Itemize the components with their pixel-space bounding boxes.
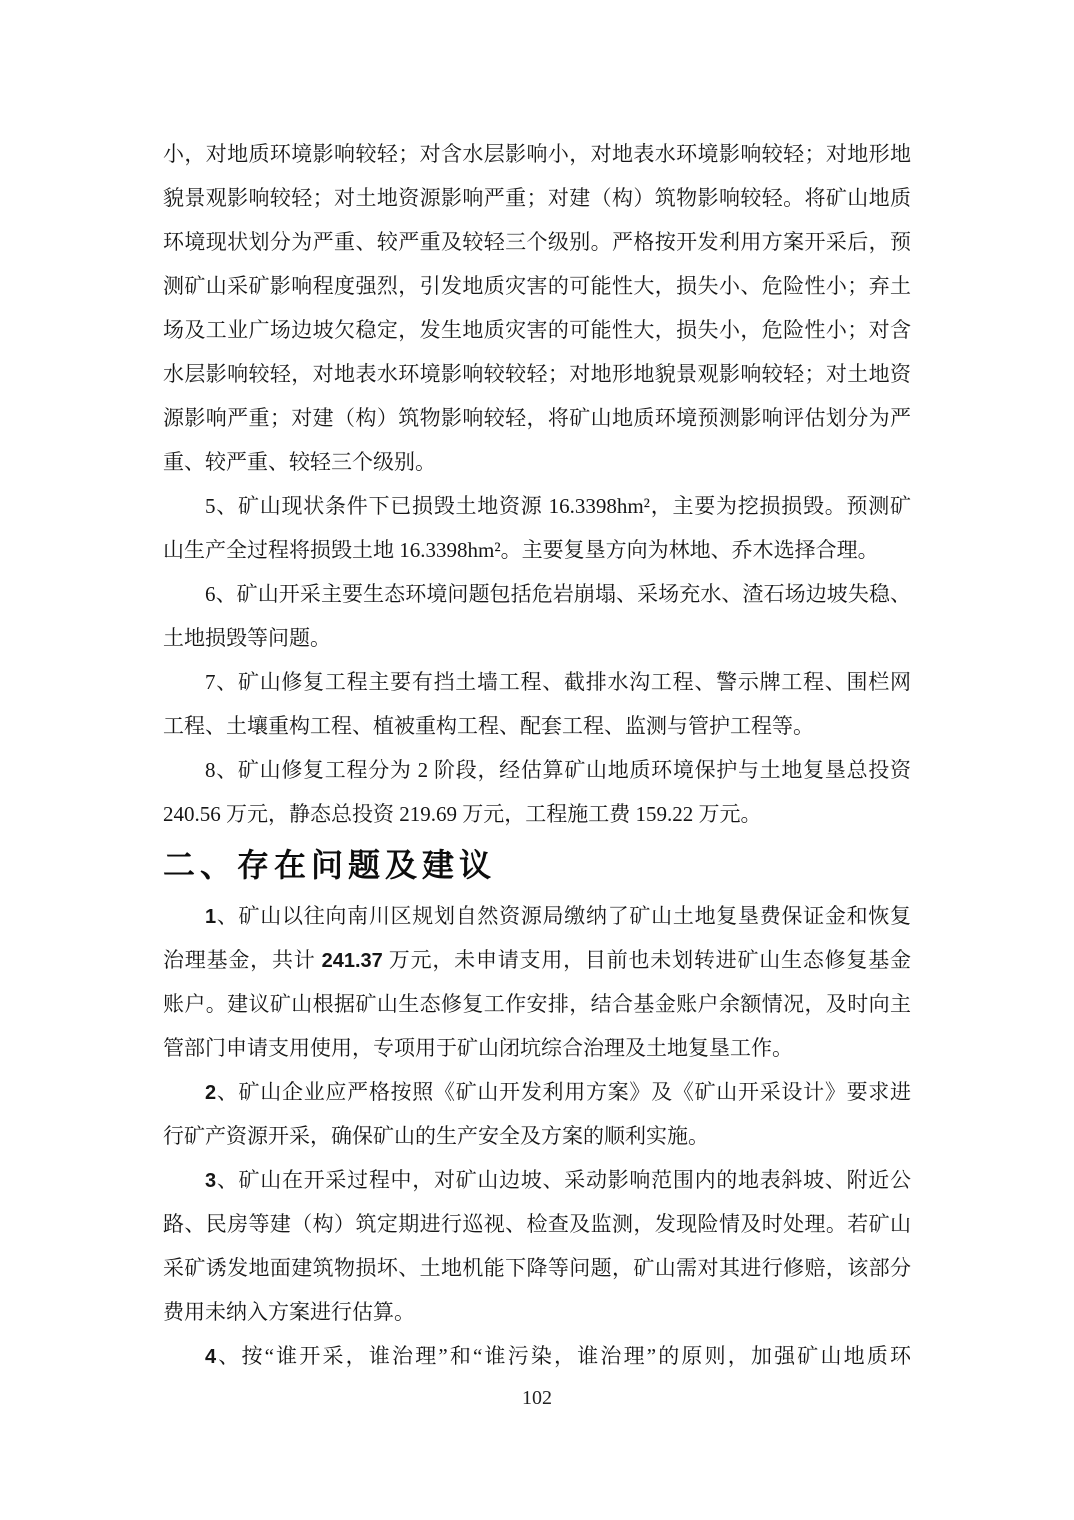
paragraph [163, 748, 911, 836]
text-line [163, 440, 911, 484]
text-run: 采矿诱发地面建筑物损坏、土地机能下降等问题，矿山需对其进行修赔，该部分 [163, 1256, 911, 1280]
text-run: 账户。建议矿山根据矿山生态修复工作安排，结合基金账户余额情况，及时向主 [163, 992, 911, 1016]
text-run: 环境现状划分为严重、较严重及较轻三个级别。严格按开发利用方案开采后，预 [163, 230, 911, 254]
text-line [163, 1246, 911, 1290]
text-run: 测矿山采矿影响程度强烈，引发地质灾害的可能性大，损失小、危险性小；弃土 [163, 274, 911, 298]
text-run: 6、矿山开采主要生态环境问题包括危岩崩塌、采场充水、渣石场边坡失稳、 [205, 582, 911, 606]
text-run: 水层影响较轻，对地表水环境影响较较轻；对地形地貌景观影响较轻；对土地资 [163, 362, 911, 386]
text-line [163, 528, 911, 572]
highlighted-number: 3 [205, 1170, 217, 1192]
document-body [163, 132, 911, 1378]
text-run: 240.56 万元，静态总投资 219.69 万元，工程施工费 159.22 万元。 [163, 802, 762, 826]
paragraph [163, 1158, 911, 1334]
text-line [163, 484, 911, 528]
text-line [163, 704, 911, 748]
highlighted-number: 2 [205, 1082, 217, 1104]
text-line [163, 1290, 911, 1334]
text-line [163, 572, 911, 616]
text-line [163, 792, 911, 836]
text-line [163, 132, 911, 176]
text-run: 、矿山以往向南川区规划自然资源局缴纳了矿山土地复垦费保证金和恢复 [216, 904, 911, 928]
text-line [163, 308, 911, 352]
text-run: 费用未纳入方案进行估算。 [163, 1300, 415, 1324]
text-line [163, 616, 911, 660]
text-run: 、矿山在开采过程中，对矿山边坡、采动影响范围内的地表斜坡、附近公 [216, 1168, 911, 1192]
text-run: 管部门申请支用使用，专项用于矿山闭坑综合治理及土地复垦工作。 [163, 1036, 793, 1060]
section-heading: 二、存在问题及建议 [163, 847, 497, 883]
text-run: 7、矿山修复工程主要有挡土墙工程、截排水沟工程、警示牌工程、围栏网 [205, 670, 911, 694]
text-run: 行矿产资源开采，确保矿山的生产安全及方案的顺利实施。 [163, 1124, 709, 1148]
paragraph [163, 572, 911, 660]
text-line [163, 176, 911, 220]
text-run: 路、民房等建（构）筑定期进行巡视、检查及监测，发现险情及时处理。若矿山 [163, 1212, 911, 1236]
text-run: 治理基金，共计 [163, 948, 322, 972]
text-run: 重、较严重、较轻三个级别。 [163, 450, 436, 474]
text-line [163, 264, 911, 308]
text-run: 貌景观影响较轻；对土地资源影响严重；对建（构）筑物影响较轻。将矿山地质 [163, 186, 911, 210]
text-line [163, 982, 911, 1026]
text-line [163, 1202, 911, 1246]
paragraph [163, 132, 911, 484]
text-line [163, 352, 911, 396]
paragraph [163, 484, 911, 572]
paragraph [163, 894, 911, 1070]
text-line [163, 1334, 911, 1378]
text-run: 山生产全过程将损毁土地 16.3398hm²。主要复垦方向为林地、乔木选择合理。 [163, 538, 879, 562]
text-line [163, 748, 911, 792]
text-run: 小，对地质环境影响较轻；对含水层影响小，对地表水环境影响较轻；对地形地 [163, 142, 911, 166]
highlighted-number: 241.37 [321, 950, 383, 972]
highlighted-number: 1 [205, 906, 217, 928]
text-line [163, 938, 911, 982]
text-line [163, 396, 911, 440]
text-run: 、按“谁开采，谁治理”和“谁污染，谁治理”的原则，加强矿山地质环 [216, 1344, 911, 1368]
paragraph [163, 1334, 911, 1378]
paragraph [163, 660, 911, 748]
text-run: 8、矿山修复工程分为 2 阶段，经估算矿山地质环境保护与土地复垦总投资 [205, 758, 911, 782]
text-line [163, 1158, 911, 1202]
text-run: 5、矿山现状条件下已损毁土地资源 16.3398hm²，主要为挖损损毁。预测矿 [205, 494, 911, 518]
text-run: 工程、土壤重构工程、植被重构工程、配套工程、监测与管护工程等。 [163, 714, 814, 738]
text-run: 、矿山企业应严格按照《矿山开发利用方案》及《矿山开采设计》要求进 [216, 1080, 911, 1104]
paragraph [163, 1070, 911, 1158]
highlighted-number: 4 [205, 1346, 217, 1368]
page-number: 102 [522, 1387, 552, 1409]
text-line [163, 660, 911, 704]
text-run: 土地损毁等问题。 [163, 626, 331, 650]
text-line [163, 1070, 911, 1114]
text-run: 源影响严重；对建（构）筑物影响较轻，将矿山地质环境预测影响评估划分为严 [163, 406, 911, 430]
text-line [163, 1026, 911, 1070]
text-line [163, 1114, 911, 1158]
text-run: 场及工业广场边坡欠稳定，发生地质灾害的可能性大，损失小，危险性小；对含 [163, 318, 911, 342]
text-line [163, 220, 911, 264]
text-line [163, 894, 911, 938]
text-run: 万元，未申请支用，目前也未划转进矿山生态修复基金 [382, 948, 911, 972]
